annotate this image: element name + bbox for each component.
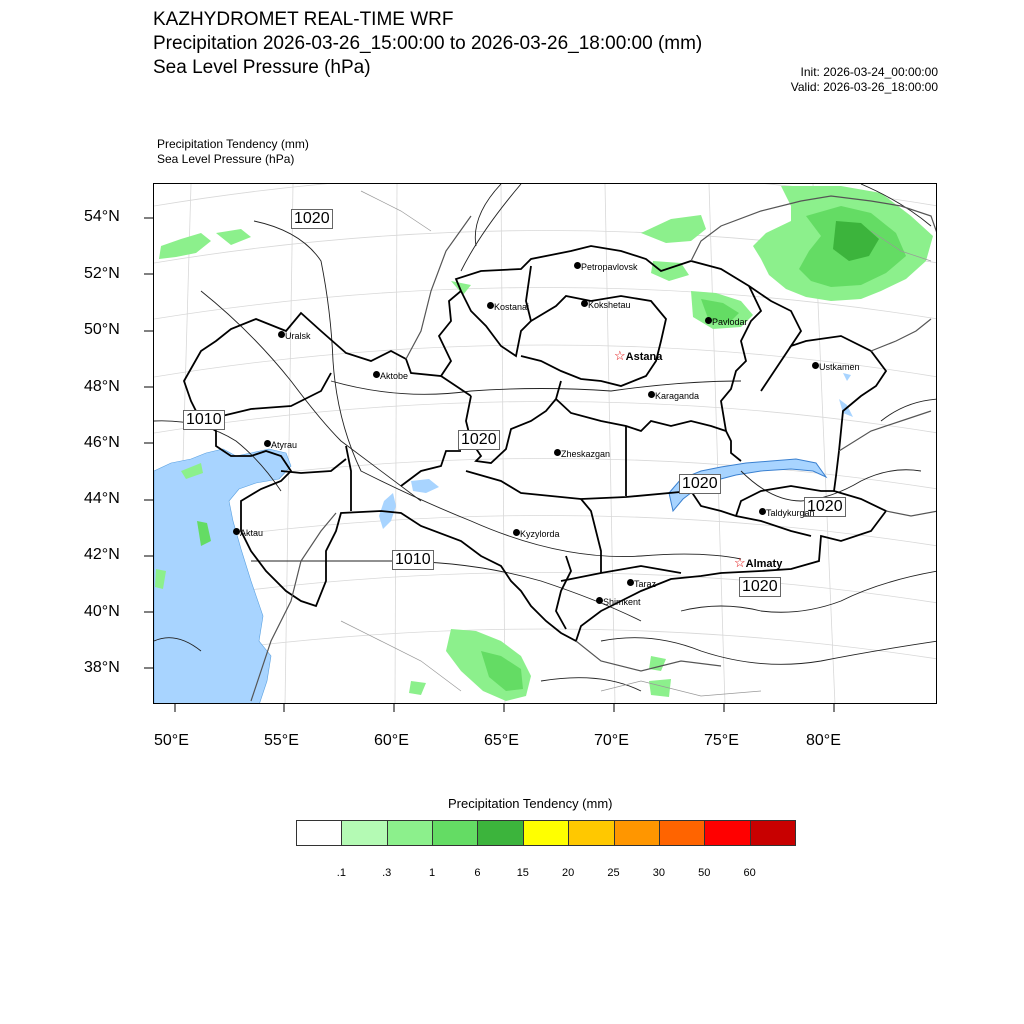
colorbar-label: 30 xyxy=(652,867,666,879)
city-dot-icon xyxy=(233,528,240,535)
lat-label: 38°N xyxy=(84,659,120,676)
map-legend-precip: Precipitation Tendency (mm) xyxy=(157,137,309,151)
colorbar-label: 50 xyxy=(698,867,711,879)
lon-label: 75°E xyxy=(704,732,739,749)
city-dot-icon xyxy=(581,300,588,307)
colorbar-swatch xyxy=(477,820,523,846)
city-karaganda: Karaganda xyxy=(648,386,699,404)
lon-label: 65°E xyxy=(484,732,519,749)
aral-north xyxy=(411,479,439,493)
colorbar-label: .3 xyxy=(382,867,392,879)
lat-label: 48°N xyxy=(84,378,120,395)
title-line-2: Precipitation 2026-03-26_15:00:00 to 2026-03-26_18:00:00 (mm) xyxy=(153,33,703,54)
colorbar-swatch xyxy=(296,820,342,846)
map-panel xyxy=(153,183,937,704)
city-dot-icon xyxy=(264,440,271,447)
city-kyzylorda: Kyzylorda xyxy=(513,524,560,542)
lat-label: 52°N xyxy=(84,265,120,282)
colorbar-label: .1 xyxy=(336,867,346,879)
colorbar-swatch xyxy=(523,820,569,846)
colorbar-swatch xyxy=(659,820,705,846)
colorbar-swatch xyxy=(341,820,387,846)
colorbar-swatch xyxy=(387,820,433,846)
colorbar-swatch xyxy=(568,820,614,846)
city-dot-icon xyxy=(278,331,285,338)
init-time: Init: 2026-03-24_00:00:00 xyxy=(800,65,938,79)
colorbar-swatch xyxy=(704,820,750,846)
colorbar-swatch xyxy=(750,820,796,846)
colorbar-label: 1 xyxy=(429,867,436,879)
colorbar-swatch xyxy=(432,820,478,846)
city-dot-icon xyxy=(596,597,603,604)
isobar-label: 1020 xyxy=(291,209,333,229)
lat-label: 44°N xyxy=(84,490,120,507)
lat-label: 42°N xyxy=(84,546,120,563)
city-taldykurgan: Taldykurgan xyxy=(759,503,815,521)
colorbar-title: Precipitation Tendency (mm) xyxy=(448,796,613,811)
lon-label: 70°E xyxy=(594,732,629,749)
city-almaty: ☆Almaty xyxy=(734,554,783,570)
city-dot-icon xyxy=(627,579,634,586)
lat-ticks xyxy=(140,183,154,704)
title-line-3: Sea Level Pressure (hPa) xyxy=(153,57,371,78)
colorbar-label: 15 xyxy=(516,867,529,879)
city-dot-icon xyxy=(705,317,712,324)
city-dot-icon xyxy=(812,362,819,369)
city-shimkent: Shimkent xyxy=(596,592,641,610)
city-ustkamen: Ustkamen xyxy=(812,357,860,375)
city-taraz: Taraz xyxy=(627,574,656,592)
city-atyrau: Atyrau xyxy=(264,435,297,453)
city-dot-icon xyxy=(554,449,561,456)
city-dot-icon xyxy=(373,371,380,378)
city-dot-icon xyxy=(759,508,766,515)
city-astana: ☆Astana xyxy=(614,347,663,363)
colorbar-label: 25 xyxy=(607,867,620,879)
title-line-1: KAZHYDROMET REAL-TIME WRF xyxy=(153,9,454,30)
city-dot-icon xyxy=(574,262,581,269)
isobar-label: 1020 xyxy=(679,474,721,494)
lat-label: 46°N xyxy=(84,434,120,451)
lon-ticks xyxy=(153,703,937,715)
lat-label: 54°N xyxy=(84,208,120,225)
city-kostanai: Kostanai xyxy=(487,297,529,315)
colorbar-label: 6 xyxy=(474,867,481,879)
lon-label: 50°E xyxy=(154,732,189,749)
city-zheskazgan: Zheskazgan xyxy=(554,444,610,462)
valid-time: Valid: 2026-03-26_18:00:00 xyxy=(790,80,938,94)
map-legend-slp: Sea Level Pressure (hPa) xyxy=(157,152,295,166)
colorbar-label: 20 xyxy=(562,867,575,879)
colorbar-swatch xyxy=(614,820,660,846)
isobar-label: 1020 xyxy=(804,497,846,517)
city-petropavlovsk: Petropavlovsk xyxy=(574,257,638,275)
city-aktau: Aktau xyxy=(233,523,263,541)
city-aktobe: Aktobe xyxy=(373,366,408,384)
colorbar-label: 60 xyxy=(743,867,756,879)
city-dot-icon xyxy=(487,302,494,309)
capital-star-icon: ☆ xyxy=(614,347,626,363)
city-kokshetau: Kokshetau xyxy=(581,295,631,313)
lon-label: 80°E xyxy=(806,732,841,749)
isobar-label: 1010 xyxy=(392,550,434,570)
lon-label: 55°E xyxy=(264,732,299,749)
lat-label: 50°N xyxy=(84,321,120,338)
isobar-label: 1020 xyxy=(739,577,781,597)
lat-label: 40°N xyxy=(84,603,120,620)
city-uralsk: Uralsk xyxy=(278,326,311,344)
city-dot-icon xyxy=(513,529,520,536)
city-dot-icon xyxy=(648,391,655,398)
isobar-label: 1010 xyxy=(183,410,225,430)
isobar-label: 1020 xyxy=(458,430,500,450)
lon-label: 60°E xyxy=(374,732,409,749)
city-pavlodar: Pavlodar xyxy=(705,312,748,330)
capital-star-icon: ☆ xyxy=(734,554,746,570)
